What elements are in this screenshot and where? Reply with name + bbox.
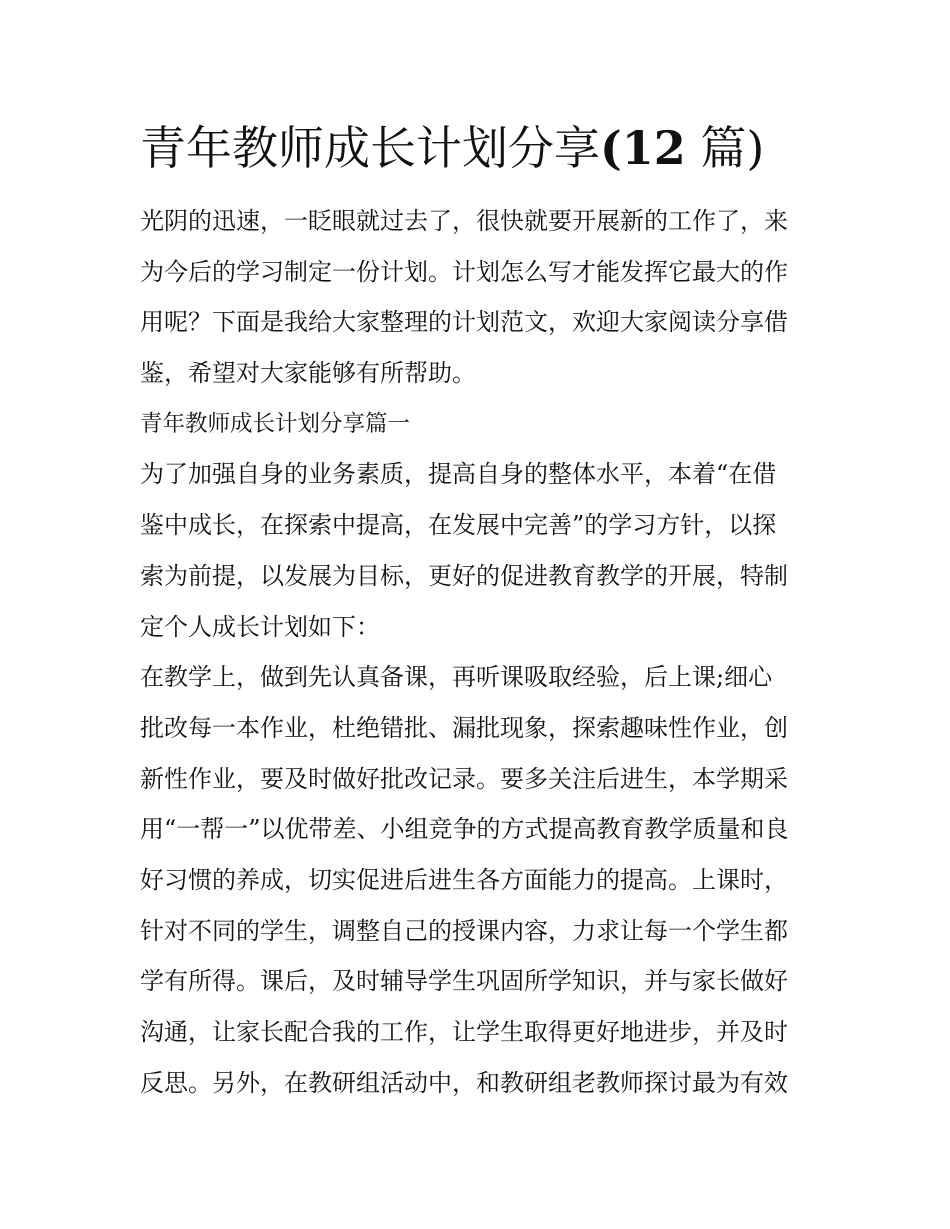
paragraph-line-6: 批改每一本作业，杜绝错批、漏批现象，探索趣味性作业，创 (140, 713, 788, 742)
paragraph-line-8: 用“一帮一”以优带差、小组竞争的方式提高教育教学质量和良 (140, 815, 789, 844)
title-count: (12 (600, 121, 686, 175)
paragraph-line-1: 为了加强自身的业务素质，提高自身的整体水平，本着“在借 (140, 460, 777, 489)
paragraph-line-7: 新性作业，要及时做好批改记录。要多关注后进生，本学期采 (140, 764, 788, 793)
title-main-text: 青年教师成长计划分享 (140, 121, 600, 175)
intro-line-1: 光阴的迅速，一眨眼就过去了，很快就要开展新的工作了，来 (140, 207, 788, 235)
paragraph-line-11: 学有所得。课后，及时辅导学生巩固所学知识，并与家长做好 (140, 967, 788, 996)
title-suffix: 篇) (685, 121, 765, 175)
paragraph-line-5: 在教学上，做到先认真备课，再听课吸取经验，后上课;细心 (140, 663, 773, 692)
document-body (140, 196, 812, 1108)
paragraph-line-12: 沟通，让家长配合我的工作，让学生取得更好地进步，并及时 (140, 1018, 788, 1046)
paragraph-line-13: 反思。另外，在教研组活动中，和教研组老教师探讨最为有效 (140, 1068, 788, 1097)
intro-line-2: 为今后的学习制定一份计划。计划怎么写才能发挥它最大的作 (140, 257, 788, 286)
paragraph-line-10: 针对不同的学生，调整自己的授课内容，力求让每一个学生都 (140, 916, 788, 945)
intro-line-3: 用呢？下面是我给大家整理的计划范文，欢迎大家阅读分享借 (140, 308, 788, 337)
section-heading: 青年教师成长计划分享篇一 (140, 410, 411, 437)
paragraph-line-4: 定个人成长计划如下： (140, 612, 380, 641)
intro-line-4: 鉴，希望对大家能够有所帮助。 (140, 359, 476, 388)
document-title (140, 118, 840, 178)
paragraph-line-9: 好习惯的养成，切实促进后进生各方面能力的提高。上课时， (140, 865, 788, 894)
paragraph-line-3: 索为前提，以发展为目标，更好的促进教育教学的开展，特制 (140, 561, 788, 590)
paragraph-line-2: 鉴中成长，在探索中提高，在发展中完善”的学习方针，以探 (140, 511, 777, 540)
